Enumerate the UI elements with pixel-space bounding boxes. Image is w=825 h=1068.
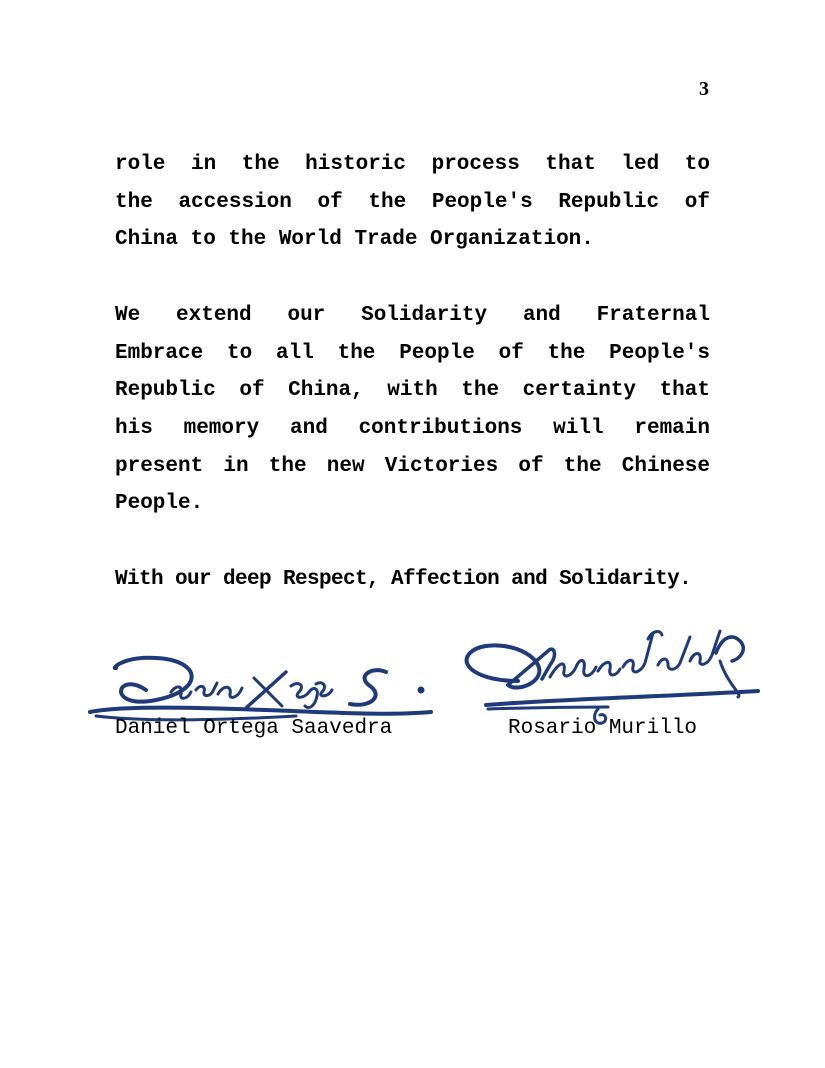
paragraph-1	[115, 146, 710, 259]
signer-name-left: Daniel Ortega Saavedra	[115, 717, 393, 740]
paragraph-line: his memory and contributions will remain	[115, 417, 710, 441]
paragraph-line: role in the historic process that led to	[115, 153, 710, 176]
paragraph-line: China to the World Trade Organization.	[115, 228, 594, 252]
paragraph-line: People.	[115, 492, 204, 516]
closing-line: With our deep Respect, Affection and Solidarity.	[115, 568, 692, 591]
signature-rosario-murillo	[458, 615, 768, 730]
paragraph-line: the accession of the People's Republic of	[115, 190, 710, 214]
paragraph-line: Republic of China, with the certainty that	[115, 379, 710, 403]
signer-name-right: Rosario Murillo	[508, 717, 698, 740]
paragraph-line: present in the new Victories of the Chinese	[115, 454, 710, 478]
paragraph-line: Embrace to all the People of the People's	[115, 341, 710, 365]
paragraph-line: We extend our Solidarity and Fraternal	[115, 304, 710, 327]
paragraph-2	[115, 297, 710, 523]
page-number: 3	[699, 78, 709, 100]
